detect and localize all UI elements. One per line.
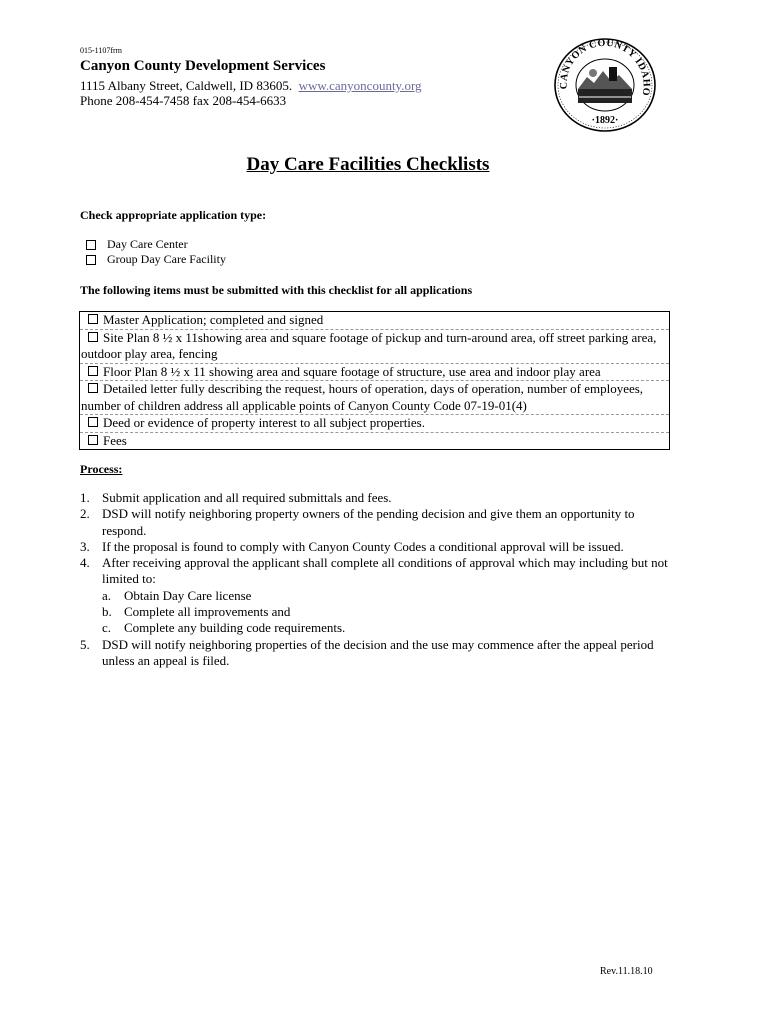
seal-side-text: IDAHO (632, 56, 652, 97)
seal-year: ·1892· (591, 115, 619, 126)
option-group-day-care-facility[interactable] (86, 252, 226, 267)
application-type-heading: Check appropriate application type: (80, 208, 267, 222)
county-seal (553, 37, 657, 133)
process-step (80, 539, 680, 555)
checkbox-icon[interactable] (86, 255, 96, 265)
phone-line: Phone 208-454-7458 fax 208-454-6633 (80, 93, 287, 108)
step-text: Submit application and all required submittals and fees. (102, 490, 392, 505)
step-number: 1. (80, 490, 90, 505)
checklist-item-deed[interactable] (80, 415, 669, 433)
process-list (80, 490, 680, 669)
checklist-item-detailed-letter[interactable] (80, 381, 669, 415)
step-number: 5. (80, 636, 90, 652)
requirements-checklist (79, 311, 670, 450)
substep-letter: c. (102, 620, 112, 636)
checklist-item-text: Deed or evidence of property interest to all subject properties. (103, 415, 425, 430)
process-substep (102, 620, 680, 636)
address-line (80, 78, 422, 94)
substep-letter: b. (102, 604, 112, 620)
step-number: 2. (80, 506, 90, 522)
substep-text: Complete all improvements and (124, 604, 291, 620)
step-number: 3. (80, 538, 90, 554)
checklist-item-site-plan[interactable] (80, 330, 669, 364)
requirements-heading: The following items must be submitted with this checklist for all applications (80, 283, 473, 297)
checkbox-icon[interactable] (88, 435, 98, 445)
checklist-item-text: Floor Plan 8 ½ x 11 showing area and square footage of structure, use area and indoor play area (103, 363, 601, 379)
option-label: Group Day Care Facility (107, 252, 226, 266)
process-step (80, 555, 680, 636)
option-day-care-center[interactable] (86, 237, 188, 252)
website-link[interactable]: www.canyoncounty.org (298, 78, 422, 93)
step-number: 4. (80, 555, 90, 571)
checklist-item-floor-plan[interactable] (80, 364, 669, 382)
process-step (80, 637, 680, 670)
organization-name: Canyon County Development Services (80, 58, 326, 74)
substep-letter: a. (102, 587, 112, 603)
step-text: After receiving approval the applicant shall complete all conditions of approval which may including but not limited to: (102, 555, 668, 587)
checkbox-icon[interactable] (88, 332, 98, 342)
revision-label: Rev.11.18.10 (600, 966, 653, 977)
checkbox-icon[interactable] (88, 417, 98, 427)
process-step (80, 506, 680, 539)
checklist-item-master-application[interactable] (80, 312, 669, 330)
page-title: Day Care Facilities Checklists (246, 154, 490, 175)
process-substep (102, 588, 680, 604)
step-text: DSD will notify neighboring properties of the decision and the use may commence after the appeal period unless an appeal is filed. (102, 636, 654, 668)
address-text: 1115 Albany Street, Caldwell, ID 83605. (80, 78, 293, 93)
checkbox-icon[interactable] (86, 240, 96, 250)
process-heading: Process: (80, 462, 123, 476)
checkbox-icon[interactable] (88, 383, 98, 393)
option-label: Day Care Center (107, 237, 188, 251)
checklist-item-text: Fees (103, 432, 127, 448)
substep-text: Obtain Day Care license (124, 587, 252, 603)
seal-landscape-icon (578, 67, 632, 103)
checklist-item-fees[interactable] (80, 433, 669, 450)
step-text: DSD will notify neighboring property owners of the pending decision and give them an opportunity to respond. (102, 506, 635, 538)
step-text: If the proposal is found to comply with Canyon County Codes a conditional approval will be issued. (102, 538, 624, 554)
checklist-item-text: Site Plan 8 ½ x 11showing area and square footage of pickup and turn-around area, off street parking area, outdoor play area, fencing (81, 329, 657, 361)
checklist-item-text: Master Application; completed and signed (103, 312, 324, 327)
checkbox-icon[interactable] (88, 366, 98, 376)
seal-top-text: CANYON COUNTY (558, 37, 639, 90)
form-id: 015-1107frm (80, 46, 122, 55)
checkbox-icon[interactable] (88, 314, 98, 324)
process-step (80, 490, 680, 506)
substep-text: Complete any building code requirements. (124, 620, 346, 636)
process-substep (102, 604, 680, 620)
checklist-item-text: Detailed letter fully describing the request, hours of operation, days of operation, number of employees, number of children address all applicable points of Canyon County Code 07-19-01(4) (81, 381, 644, 413)
